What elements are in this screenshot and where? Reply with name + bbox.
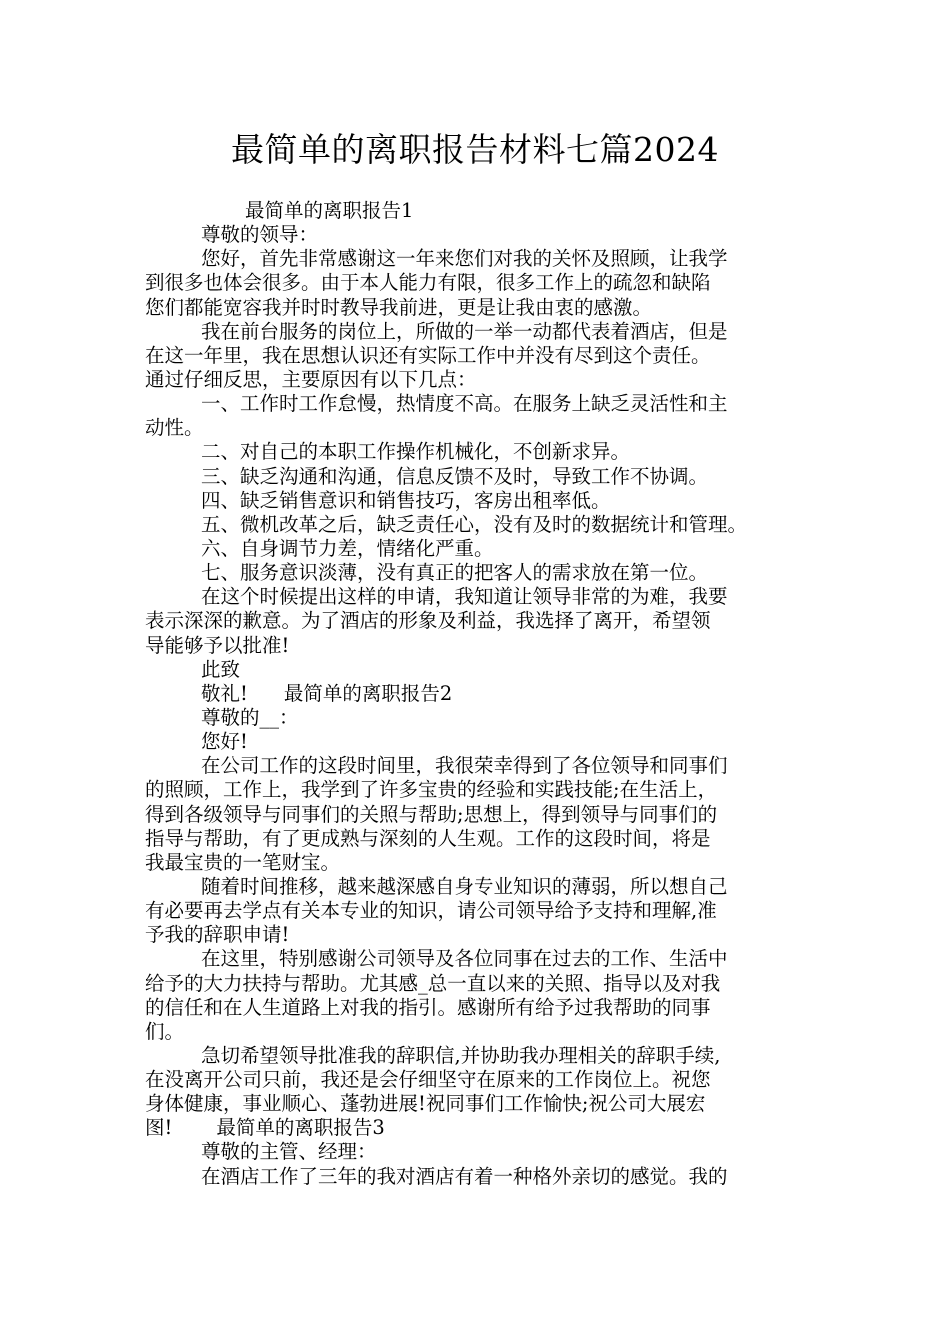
paragraph-end: 图! [145, 1116, 173, 1140]
paragraph-line: 给予的大力扶持与帮助。尤其感_总一直以来的关照、指导以及对我 [145, 971, 721, 995]
paragraph-line: 我最宝贵的一笔财宝。 [145, 850, 341, 874]
section-heading: 最简单的离职报告3 [216, 1116, 385, 1140]
document-body [145, 199, 817, 1189]
section-heading: 最简单的离职报告2 [283, 681, 453, 705]
paragraph-line: 指导与帮助，有了更成熟与深刻的人生观。工作的这段时间，将是 [145, 826, 711, 850]
paragraph-line: 通过仔细反思，主要原因有以下几点： [145, 367, 477, 391]
paragraph-line: 的信任和在人生道路上对我的指引。感谢所有给予过我帮助的同事 [145, 995, 711, 1019]
paragraph-line: 身体健康，事业顺心、蓬勃进展!祝同事们工作愉快;祝公司大展宏 [145, 1092, 706, 1116]
salutation: 尊敬的主管、经理： [201, 1140, 377, 1164]
closing-heading-line [145, 682, 817, 706]
paragraph-line: 导能够予以批准! [145, 633, 290, 657]
salutation: 尊敬的领导： [201, 223, 319, 247]
paragraph-line: 到很多也体会很多。由于本人能力有限，很多工作上的疏忽和缺陷 [145, 271, 711, 295]
list-item: 动性。 [145, 416, 204, 440]
list-item: 五、微机改革之后，缺乏责任心，没有及时的数据统计和管理。 [201, 512, 748, 536]
list-item: 四、缺乏销售意识和销售技巧，客房出租率低。 [201, 488, 611, 512]
paragraph-line: 在这里，特别感谢公司领导及各位同事在过去的工作、生活中 [201, 947, 728, 971]
paragraph-line: 您们都能宽容我并时时教导我前进，更是让我由衷的感激。 [145, 295, 653, 319]
paragraph-line: 的照顾，工作上，我学到了许多宝贵的经验和实践技能;在生活上， [145, 778, 718, 802]
paragraph-line: 您好，首先非常感谢这一年来您们对我的关怀及照顾，让我学 [201, 247, 728, 271]
paragraph-line: 随着时间推移，越来越深感自身专业知识的薄弱，所以想自己 [201, 874, 728, 898]
closing-heading-line [145, 1116, 817, 1140]
paragraph-line: 在这个时候提出这样的申请，我知道让领导非常的为难，我要 [201, 585, 728, 609]
paragraph-line: 在这一年里，我在思想认识还有实际工作中并没有尽到这个责任。 [145, 343, 711, 367]
paragraph-line: 急切希望领导批准我的辞职信,并协助我办理相关的辞职手续, [201, 1043, 721, 1067]
document-title: 最简单的离职报告材料七篇2024 [231, 130, 719, 169]
section-heading: 最简单的离职报告1 [245, 199, 414, 222]
paragraph-line: 有必要再去学点有关本专业的知识，请公司领导给予支持和理解,准 [145, 899, 717, 923]
greeting: 您好! [201, 730, 248, 754]
paragraph-line: 得到各级领导与同事们的关照与帮助;思想上，得到领导与同事们的 [145, 802, 718, 826]
closing-salute: 敬礼! [201, 681, 248, 705]
list-item: 二、对自己的本职工作操作机械化，不创新求异。 [201, 440, 631, 464]
list-item: 六、自身调节力差，情绪化严重。 [201, 536, 494, 560]
paragraph-line: 在没离开公司只前，我还是会仔细坚守在原来的工作岗位上。祝您 [145, 1068, 711, 1092]
list-item: 三、缺乏沟通和沟通，信息反馈不及时，导致工作不协调。 [201, 464, 709, 488]
salutation: 尊敬的__： [201, 705, 299, 729]
paragraph-line: 予我的辞职申请! [145, 923, 290, 947]
paragraph-line: 我在前台服务的岗位上，所做的一举一动都代表着酒店，但是 [201, 319, 728, 343]
closing-line: 此致 [201, 657, 241, 681]
list-item: 七、服务意识淡薄，没有真正的把客人的需求放在第一位。 [201, 561, 709, 585]
paragraph-line: 们。 [145, 1019, 185, 1043]
paragraph-line: 表示深深的歉意。为了酒店的形象及利益，我选择了离开，希望领 [145, 609, 711, 633]
paragraph-line: 在公司工作的这段时间里，我很荣幸得到了各位领导和同事们 [201, 754, 728, 778]
paragraph-line: 在酒店工作了三年的我对酒店有着一种格外亲切的感觉。我的 [201, 1164, 728, 1188]
list-item: 一、工作时工作怠慢，热情度不高。在服务上缺乏灵活性和主 [201, 392, 728, 416]
